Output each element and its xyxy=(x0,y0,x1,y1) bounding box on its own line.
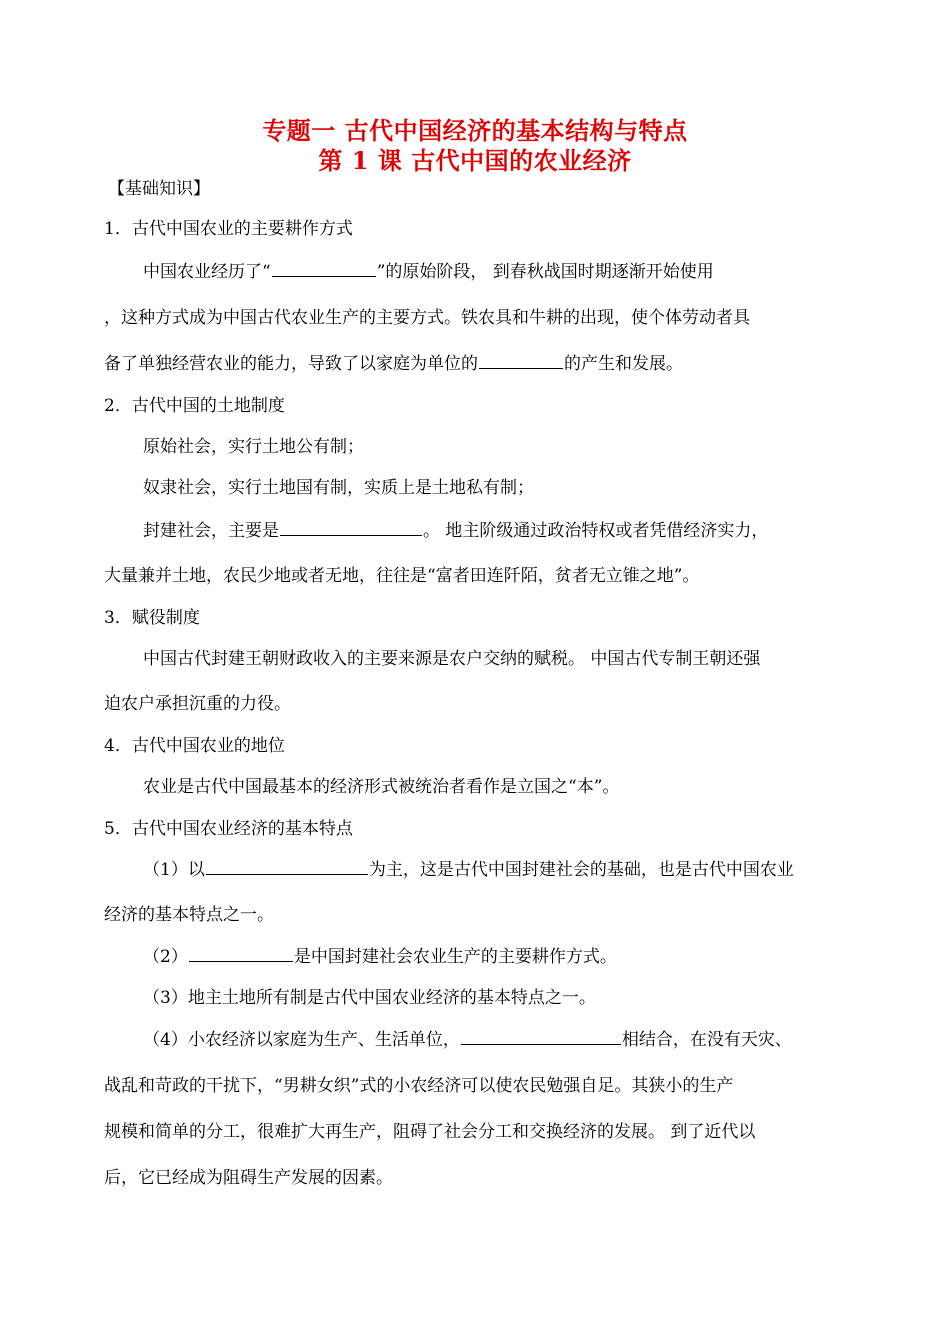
s2-heading: 2．古代中国的土地制度 xyxy=(104,396,285,416)
fill-blank-4[interactable] xyxy=(206,859,368,875)
s4-heading: 4．古代中国农业的地位 xyxy=(104,736,285,756)
s1-paragraph-line2: ，这种方式成为中国古代农业生产的主要方式。铁农具和牛耕的出现，使个体劳动者具 xyxy=(104,308,750,328)
s5-item3: （3）地主土地所有制是古代中国农业经济的基本特点之一。 xyxy=(143,988,596,1008)
s5-i1-text-a: （1）以 xyxy=(143,860,205,880)
s5-item4-line4: 后，它已经成为阻碍生产发展的因素。 xyxy=(104,1168,393,1188)
s2-item-feudal xyxy=(143,520,768,542)
fill-blank-1[interactable] xyxy=(272,261,376,277)
s1-p3-text-a: 备了单独经营农业的能力，导致了以家庭为单位的 xyxy=(104,354,478,374)
fill-blank-6[interactable] xyxy=(461,1029,621,1045)
s2-item3-text-a: 封建社会，主要是 xyxy=(143,521,279,541)
s3-paragraph-line2: 迫农户承担沉重的力役。 xyxy=(104,694,291,714)
fill-blank-3[interactable] xyxy=(280,520,422,536)
s1-p1-text-a: 中国农业经历了“ xyxy=(143,262,271,282)
s5-i1-text-b: 为主，这是古代中国封建社会的基础，也是古代中国农业 xyxy=(368,860,794,880)
s2-feudal-continued: 大量兼并土地，农民少地或者无地，往往是“富者田连阡陌，贫者无立锥之地”。 xyxy=(104,566,700,586)
s5-item4-line1 xyxy=(143,1029,792,1051)
s5-item2 xyxy=(143,946,617,968)
s1-p3-text-b: 的产生和发展。 xyxy=(564,354,683,374)
topic-title: 专题一 古代中国经济的基本结构与特点 xyxy=(262,116,688,145)
s5-i2-text-b: 是中国封建社会农业生产的主要耕作方式。 xyxy=(293,947,617,967)
s1-heading: 1．古代中国农业的主要耕作方式 xyxy=(104,219,353,239)
s5-item4-line3: 规模和简单的分工，很难扩大再生产，阻碍了社会分工和交换经济的发展。 到了近代以 xyxy=(104,1122,756,1142)
s3-heading: 3．赋役制度 xyxy=(104,608,200,628)
s1-p1-text-b: ”的原始阶段， 到春秋战国时期逐渐开始使用 xyxy=(376,262,714,282)
s5-i2-text-a: （2） xyxy=(143,947,188,967)
s1-paragraph-line1 xyxy=(143,261,714,283)
s5-item1-line1 xyxy=(143,859,794,881)
s3-paragraph-line1: 中国古代封建王朝财政收入的主要来源是农户交纳的赋税。 中国古代专制王朝还强 xyxy=(143,649,761,669)
s5-i4-text-a: （4）小农经济以家庭为生产、生活单位， xyxy=(143,1030,460,1050)
s2-item-slave: 奴隶社会，实行土地国有制，实质上是土地私有制； xyxy=(143,478,534,498)
s2-item3-text-b: 。 地主阶级通过政治特权或者凭借经济实力， xyxy=(423,521,769,541)
fill-blank-5[interactable] xyxy=(189,946,293,962)
fill-blank-2[interactable] xyxy=(479,353,563,369)
s4-paragraph: 农业是古代中国最基本的经济形式被统治者看作是立国之“本”。 xyxy=(143,777,620,797)
s2-item-primitive: 原始社会，实行土地公有制； xyxy=(143,437,364,457)
section-label: 【基础知识】 xyxy=(108,179,210,199)
s5-item4-line2: 战乱和苛政的干扰下，“男耕女织”式的小农经济可以使农民勉强自足。其狭小的生产 xyxy=(104,1076,734,1096)
s5-heading: 5．古代中国农业经济的基本特点 xyxy=(104,819,353,839)
s5-item1-line2: 经济的基本特点之一。 xyxy=(104,905,274,925)
s1-paragraph-line3 xyxy=(104,353,683,375)
s5-i4-text-b: 相结合，在没有天灾、 xyxy=(621,1030,792,1050)
lesson-title: 第 1 课 古代中国的农业经济 xyxy=(318,146,632,175)
